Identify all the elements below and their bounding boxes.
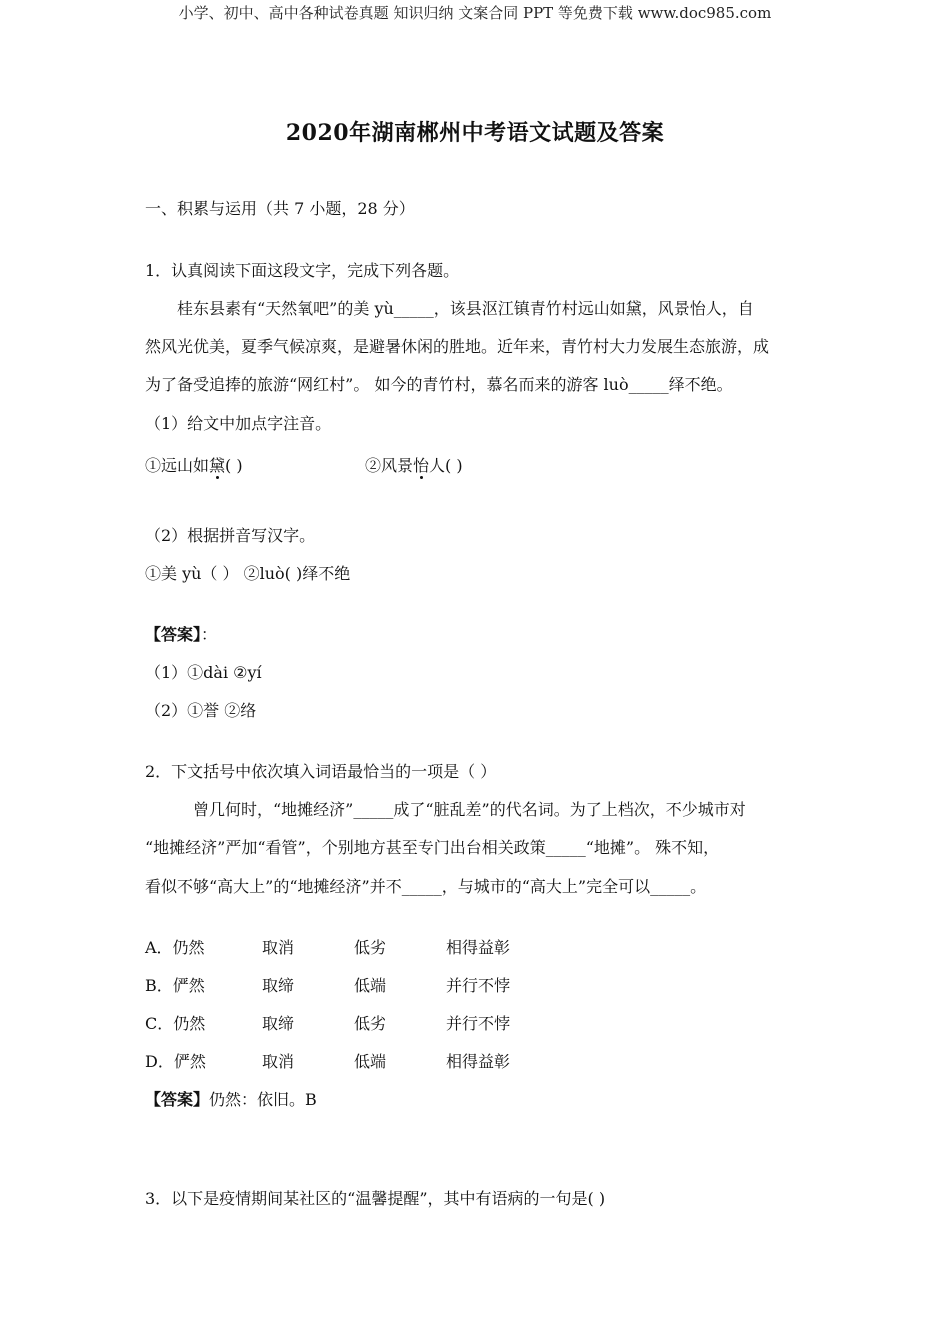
q1-stem: 1．认真阅读下面这段文字，完成下列各题。 — [145, 261, 460, 280]
option-word: 低端 — [354, 976, 387, 995]
option-label: A．仍然 — [145, 938, 205, 957]
q2-option-c — [145, 1011, 665, 1035]
q2-paragraph-line: 曾几何时，“地摊经济”_____成了“脏乱差”的代名词。为了上档次，不少城市对 — [193, 800, 746, 819]
q1-paragraph-line: 桂东县素有“天然氧吧”的美 yù_____，该县沤江镇青竹村远山如黛，风景怡人，自 — [177, 299, 754, 318]
q1-sub1-item-a — [145, 453, 243, 476]
answer-label: 【答案】 — [145, 1090, 210, 1109]
option-word: 取缔 — [262, 1014, 295, 1033]
q2-option-d — [145, 1049, 665, 1073]
answer-label: 【答案】 — [145, 625, 202, 644]
q1-paragraph-line: 为了备受追捧的旅游“网红村”。 如今的青竹村，慕名而来的游客 luò_____绎不绝。 — [145, 375, 733, 394]
option-word: 低端 — [354, 1052, 387, 1071]
option-word: 取消 — [262, 938, 295, 957]
page-title: 2020年湖南郴州中考语文试题及答案 — [285, 120, 665, 146]
option-word: 低劣 — [354, 938, 387, 957]
q3-stem: 3．以下是疫情期间某社区的“温馨提醒”，其中有语病的一句是( ) — [145, 1189, 606, 1208]
item-text: ②风景 — [365, 456, 414, 475]
option-label: D．俨然 — [145, 1052, 206, 1071]
emphasis-dot-char: 黛 — [209, 456, 226, 475]
answer-colon: ： — [201, 625, 218, 644]
option-label: C．仍然 — [145, 1014, 206, 1033]
answer-text: 仍然：依旧。B — [209, 1090, 317, 1109]
q1-answer-label — [145, 622, 217, 645]
answer-blank: ( ) — [225, 456, 243, 475]
option-word: 取消 — [262, 1052, 295, 1071]
option-word: 相得益彰 — [446, 1052, 511, 1071]
q2-paragraph-line: “地摊经济”严加“看管”，个别地方甚至专门出台相关政策_____“地摊”。 殊不知， — [145, 838, 720, 857]
q2-stem: 2．下文括号中依次填入词语最恰当的一项是（ ） — [145, 762, 497, 781]
q2-option-b — [145, 973, 665, 997]
option-word: 低劣 — [354, 1014, 387, 1033]
q1-answer-2: （2）①誉 ②络 — [145, 701, 257, 720]
q2-option-a — [145, 935, 665, 959]
item-text: ①远山如 — [145, 456, 210, 475]
q1-subquestion-1: （1）给文中加点字注音。 — [145, 414, 332, 433]
option-word: 取缔 — [262, 976, 295, 995]
q2-paragraph-line: 看似不够“高大上”的“地摊经济”并不_____，与城市的“高大上”完全可以_____。 — [145, 877, 707, 896]
option-word: 并行不悖 — [446, 1014, 511, 1033]
option-label: B．俨然 — [145, 976, 205, 995]
option-word: 相得益彰 — [446, 938, 511, 957]
q2-answer — [145, 1087, 317, 1110]
q1-answer-1: （1）①dài ②yí — [145, 663, 262, 682]
q1-sub2-items: ①美 yù（ ） ②luò( )绎不绝 — [145, 564, 351, 583]
q1-subquestion-2: （2）根据拼音写汉字。 — [145, 526, 316, 545]
page-header: 小学、初中、高中各种试卷真题 知识归纳 文案合同 PPT 等免费下载 www.doc985.com — [178, 4, 772, 22]
q1-paragraph-line: 然风光优美，夏季气候凉爽，是避暑休闲的胜地。近年来，青竹村大力发展生态旅游，成 — [145, 337, 770, 356]
emphasis-dot-char: 怡 — [413, 456, 430, 475]
section-heading: 一、积累与运用（共 7 小题，28 分） — [145, 199, 415, 218]
option-word: 并行不悖 — [446, 976, 511, 995]
answer-blank: 人( ) — [429, 456, 463, 475]
q1-sub1-item-b — [365, 453, 463, 476]
